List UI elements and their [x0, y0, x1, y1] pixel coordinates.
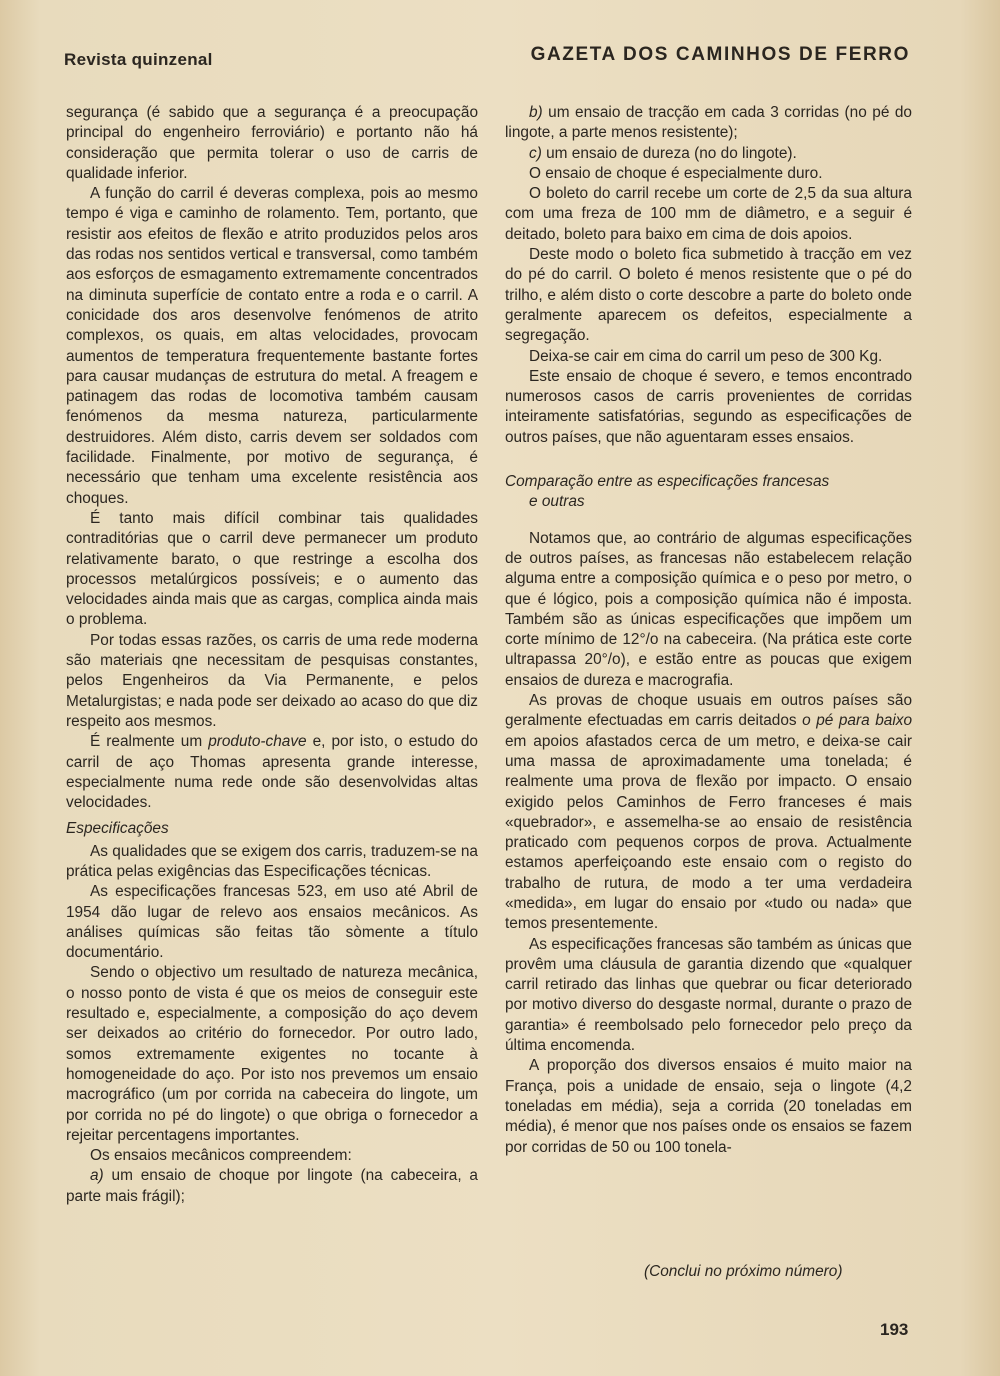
- list-label: a): [90, 1167, 104, 1185]
- paragraph: As especificações francesas 523, em uso até Abril de 1954 dão lugar de relevo aos ensaios mecânicos. As análises químicas são feitas tão sòmente a título documentário.: [66, 883, 478, 962]
- paragraph: As qualidades que se exigem dos carris, traduzem-se na prática pelas exigências das Especificações técnicas.: [66, 842, 478, 880]
- list-item: [505, 144, 912, 164]
- list-label: b): [529, 104, 543, 121]
- paragraph: Sendo o objectivo um resultado de natureza mecânica, o nosso ponto de vista é que os meios de conseguir este resultado e, especialmente, a composição do aço devem ser deixados ao critério do fornecedor. Por outro lado, somos extremamente exigentes no tocante à homogeneidade do aço. Por isto nos prevemos um ensaio macrográfico (um por corrida na cabeceira do lingote, um por corrida no pé do lingote) o que obriga o fornecedor a rejeitar percentagens importantes.: [66, 964, 478, 1144]
- list-text: um ensaio de dureza (no do lingote).: [541, 144, 797, 162]
- paragraph: Os ensaios mecânicos compreendem:: [90, 1147, 352, 1165]
- paragraph: O ensaio de choque é especialmente duro.: [529, 164, 823, 182]
- page-number: 193: [880, 1320, 909, 1339]
- paragraph: A função do carril é deveras complexa, pois ao mesmo tempo é viga e caminho de rolamento. Tem, portanto, que resistir aos efeitos de flexão e atrito produzidos pelos aros das rodas nos sentidos vertical e transversal, como também aos esforços de esmagamento extremamente concentrados na diminuta superfície de contato entre a roda e o carril. A conicidade dos aros desenvolve fenómenos de atrito complexos, os quais, em altas velocidades, provocam aumentos de temperatura frequentemente bastante fortes para causar mudanças de estrutura do metal. A freagem e patinagem das rodas de locomotiva também causam fenómenos da mesma natureza, particularmente destruidores. Além disto, carris devem ser soldados com facilidade. Finalmente, por motivo de segurança, é necessário que tenham uma excelente resistência aos choques.: [66, 185, 478, 507]
- heading-line: Comparação entre as especificações francesas: [505, 473, 830, 491]
- paragraph: [505, 691, 912, 935]
- paragraph: Deste modo o boleto fica submetido à tracção em vez do pé do carril. O boleto é menos resistente que o pé do trilho, e além disto o corte descobre a parte do boleto onde geralmente aparecem os defeitos, especialmente a segregação.: [505, 246, 912, 345]
- heading-line: e outras: [529, 493, 585, 511]
- paragraph: Deixa-se cair em cima do carril um peso de 300 Kg.: [529, 347, 883, 365]
- section-heading-specifications: Especificações: [66, 820, 169, 838]
- paragraph: Este ensaio de choque é severo, e temos encontrado numerosos casos de carris provenientes de corridas inteiramente satisfatórias, segundo as especificações de outros países, que não aguentaram esses ensaios.: [505, 367, 912, 446]
- right-column: [505, 103, 912, 1158]
- list-label: c): [529, 144, 542, 162]
- list-text: um ensaio de tracção em cada 3 corridas (no pé do lingote, a parte menos resistente);: [505, 104, 912, 142]
- paragraph: Por todas essas razões, os carris de uma rede moderna são materiais qne necessitam de pesquisas constantes, pelos Engenheiros da Via Permanente, e pelos Metalurgistas; e nada pode ser deixado ao acaso do que diz respeito aos mesmos.: [66, 631, 478, 730]
- continuation-note: (Conclui no próximo número): [644, 1263, 843, 1280]
- paragraph: É tanto mais difícil combinar tais qualidades contraditórias que o carril deve permanecer um produto relativamente barato, o que restringe a escolha dos processos metalúrgicos possíveis; e o aumento das velocidades ainda mais que as cargas, complica ainda mais o problema.: [66, 509, 478, 629]
- paragraph: Notamos que, ao contrário de algumas especificações de outros países, as francesas não estabelecem relação alguma entre a composição química e o peso por metro, o que é lógico, pois a composição química não é imposta. Também são as únicas especificações que impõem um corte mínimo de 12°/o na cabeceira. (Na prática este corte ultrapassa 20°/o), e estão entre as poucas que exigem ensaios de dureza e macrografia.: [505, 529, 912, 689]
- running-head-left: Revista quinzenal: [64, 50, 213, 69]
- paragraph: segurança (é sabido que a segurança é a preocupação principal do engenheiro ferroviário) e portanto não há consideração que permita tolerar o uso de carris de qualidade inferior.: [66, 104, 478, 182]
- running-head-right: GAZETA DOS CAMINHOS DE FERRO: [530, 44, 910, 65]
- emphasis: o pé para baixo: [802, 712, 913, 730]
- paragraph: [66, 732, 478, 813]
- text-run: É realmente um: [90, 733, 209, 751]
- list-item: [505, 103, 912, 144]
- text-run: As provas de choque usuais em outros países são geralmente efectuadas em carris deitados: [505, 692, 912, 730]
- text-run: e, por isto, o estudo do carril de aço Thomas apresenta grande interesse, especialmente numa rede onde são desenvolvidas altas velocidades.: [66, 733, 478, 812]
- list-text: um ensaio de choque por lingote (na cabeceira, a parte mais frágil);: [66, 1167, 478, 1205]
- text-run: em apoios afastados cerca de um metro, e deixa-se cair uma massa de aproximadamente uma tonelada; é realmente uma prova de flexão por impacto. O ensaio exigido pelos Caminhos de Ferro franceses é mais «quebrador», e assemelha-se ao ensaio de resistência praticado com pequenos corpos de prova. Actualmente estamos aperfeiçoando este ensaio com o registo do trabalho de rutura, de modo a ter uma verdadeira «medida», em lugar do ensaio por «tudo ou nada» que temos presentemente.: [505, 732, 912, 933]
- paragraph: A proporção dos diversos ensaios é muito maior na França, pois a unidade de ensaio, seja o lingote (4,2 toneladas em média), seja a corrida (20 toneladas em média), é menor que nos países onde os ensaios se fazem por corridas de 50 ou 100 tonela-: [505, 1057, 912, 1156]
- section-heading-comparison: [505, 472, 912, 513]
- left-column: [66, 103, 478, 1207]
- emphasis: produto-chave: [208, 733, 307, 751]
- paragraph: O boleto do carril recebe um corte de 2,5 da sua altura com uma freza de 100 mm de diâmetro, e a seguir é deitado, boleto para baixo em cima de dois apoios.: [505, 185, 912, 243]
- paragraph: As especificações francesas são também as únicas que provêm uma cláusula de garantia dizendo que «qualquer carril retirado das linhas que quebrar ou ficar deteriorado por motivo diverso do desgaste normal, durante o prazo de garantia» é reembolsado pelo fornecedor pelo preço da última encomenda.: [505, 935, 912, 1055]
- list-item: [66, 1166, 478, 1207]
